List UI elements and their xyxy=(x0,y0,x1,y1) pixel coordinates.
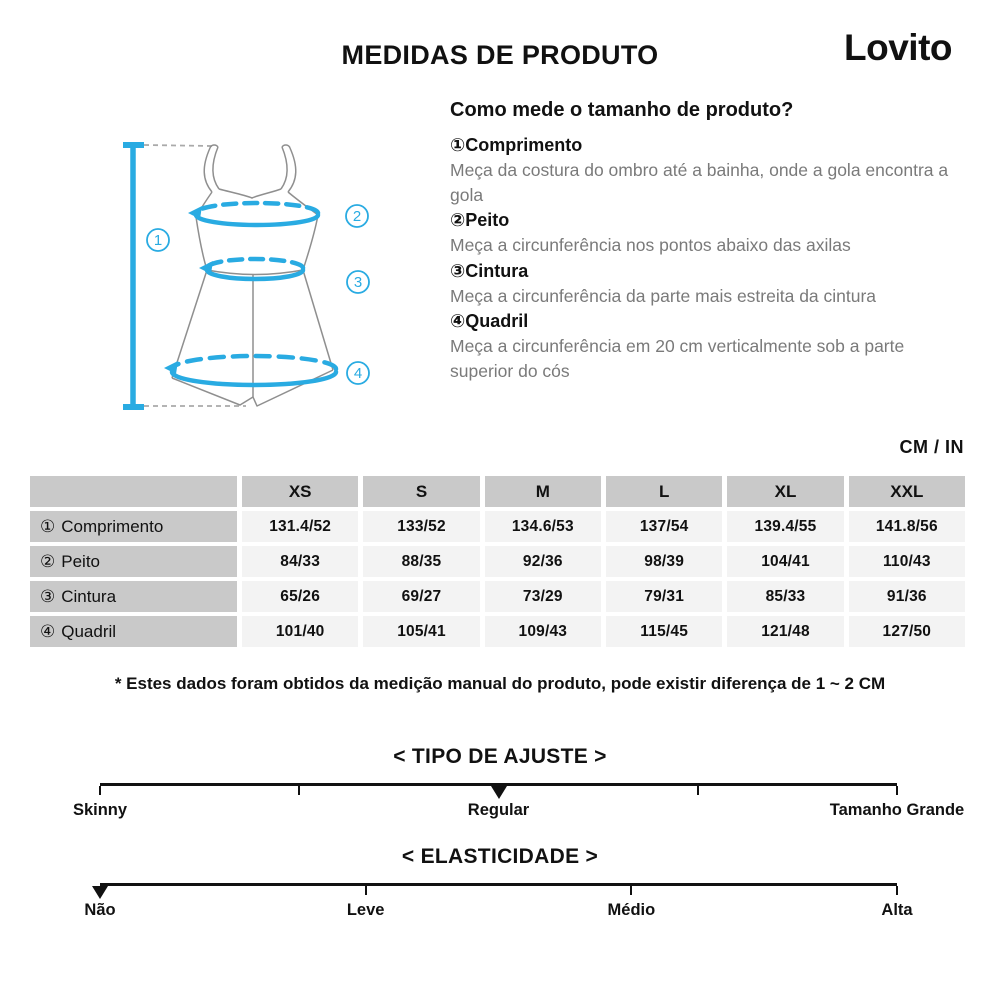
table-value: 88/35 xyxy=(363,546,479,577)
guide-heading: Como mede o tamanho de produto? xyxy=(450,99,794,121)
column-header-xxl: XXL xyxy=(849,476,965,507)
row-label-comprimento xyxy=(30,511,237,542)
garment-diagram xyxy=(55,122,425,422)
axis-tick xyxy=(99,786,101,795)
column-header-s: S xyxy=(363,476,479,507)
table-value: 105/41 xyxy=(363,616,479,647)
table-value: 101/40 xyxy=(242,616,358,647)
row-label-quadril xyxy=(30,616,237,647)
table-value: 109/43 xyxy=(485,616,601,647)
row-number: ① xyxy=(40,516,56,536)
chest-measure-ellipse xyxy=(188,203,318,225)
stretch-label-alta: Alta xyxy=(881,901,913,919)
item-description: Meça a circunferência nos pontos abaixo das axilas xyxy=(450,235,851,255)
units-label: CM / IN xyxy=(899,437,964,457)
stretch-marker-triangle xyxy=(92,886,108,899)
stretch-scale xyxy=(0,845,1000,923)
axis-tick xyxy=(896,786,898,795)
table-value: 84/33 xyxy=(242,546,358,577)
fit-scale xyxy=(0,745,1000,823)
table-value: 85/33 xyxy=(727,581,843,612)
row-title: Quadril xyxy=(61,621,117,641)
column-header-m: M xyxy=(485,476,601,507)
table-value: 104/41 xyxy=(727,546,843,577)
stretch-label-medio: Médio xyxy=(607,901,656,919)
axis-tick xyxy=(697,786,699,795)
svg-text:3: 3 xyxy=(353,274,363,291)
item-description: Meça a circunferência em 20 cm verticalmente sob a parte superior do cós xyxy=(450,336,905,381)
fit-scale-title: < TIPO DE AJUSTE > xyxy=(393,745,607,768)
garment-outline xyxy=(172,145,333,406)
column-header-xs: XS xyxy=(242,476,358,507)
stretch-scale-axis xyxy=(100,883,897,895)
table-value: 131.4/52 xyxy=(242,511,358,542)
fit-marker-triangle xyxy=(491,786,507,799)
guide-item-cintura xyxy=(450,258,972,309)
item-label: Peito xyxy=(465,210,510,230)
svg-text:1: 1 xyxy=(153,232,163,249)
row-title: Cintura xyxy=(61,586,117,606)
axis-tick xyxy=(298,786,300,795)
table-value: 121/48 xyxy=(727,616,843,647)
column-header-l: L xyxy=(606,476,722,507)
fit-label-tamanho-grande: Tamanho Grande xyxy=(829,801,965,819)
row-label-peito xyxy=(30,546,237,577)
table-value: 139.4/55 xyxy=(727,511,843,542)
marker-1 xyxy=(147,229,169,251)
table-corner-cell xyxy=(30,476,237,507)
table-value: 137/54 xyxy=(606,511,722,542)
item-description: Meça a circunferência da parte mais estreita da cintura xyxy=(450,285,877,306)
axis-tick xyxy=(365,886,367,895)
guide-item-peito xyxy=(450,207,972,258)
row-title: Peito xyxy=(61,551,100,571)
svg-text:4: 4 xyxy=(353,365,363,382)
svg-text:2: 2 xyxy=(352,208,362,225)
item-label: Cintura xyxy=(465,260,529,281)
table-value: 65/26 xyxy=(242,581,358,612)
table-value: 115/45 xyxy=(606,616,722,647)
marker-3 xyxy=(347,271,369,293)
axis-tick xyxy=(896,886,898,895)
guide-item-quadril xyxy=(450,308,972,383)
fit-scale-axis xyxy=(100,783,897,795)
footnote: * Estes dados foram obtidos da medição manual do produto, pode existir diferença de 1 ~ 2 CM xyxy=(114,674,886,693)
table-value: 73/29 xyxy=(485,581,601,612)
hip-measure-ellipse xyxy=(164,356,336,385)
item-label: Quadril xyxy=(465,311,529,331)
stretch-label-leve: Leve xyxy=(346,901,385,919)
table-value: 134.6/53 xyxy=(485,511,601,542)
size-table xyxy=(30,476,965,647)
table-value: 127/50 xyxy=(849,616,965,647)
item-number: ③ xyxy=(450,260,466,281)
marker-2 xyxy=(346,205,368,227)
row-number: ③ xyxy=(40,586,56,606)
stretch-scale-title: < ELASTICIDADE > xyxy=(401,845,599,868)
page-title: MEDIDAS DE PRODUTO xyxy=(341,40,659,70)
measure-guide xyxy=(450,99,972,383)
stretch-label-nao: Não xyxy=(84,901,116,919)
row-title: Comprimento xyxy=(61,516,164,536)
table-value: 79/31 xyxy=(606,581,722,612)
table-value: 91/36 xyxy=(849,581,965,612)
item-label: Comprimento xyxy=(465,135,583,155)
table-value: 69/27 xyxy=(363,581,479,612)
waist-measure-ellipse xyxy=(199,259,303,279)
item-description: Meça da costura do ombro até a bainha, onde a gola encontra a gola xyxy=(450,160,949,205)
fit-label-regular: Regular xyxy=(467,801,530,819)
fit-label-skinny: Skinny xyxy=(72,801,128,819)
column-header-xl: XL xyxy=(727,476,843,507)
row-number: ② xyxy=(40,551,56,571)
brand-logo: Lovito xyxy=(844,27,952,68)
length-measure-bar xyxy=(123,145,144,407)
table-value: 141.8/56 xyxy=(849,511,965,542)
dashed-guides xyxy=(144,145,246,406)
table-value: 110/43 xyxy=(849,546,965,577)
table-value: 133/52 xyxy=(363,511,479,542)
row-number: ④ xyxy=(40,621,56,641)
table-value: 92/36 xyxy=(485,546,601,577)
axis-tick xyxy=(630,886,632,895)
marker-4 xyxy=(347,362,369,384)
item-number: ① xyxy=(450,135,466,155)
row-label-cintura xyxy=(30,581,237,612)
item-number: ④ xyxy=(450,311,466,331)
table-value: 98/39 xyxy=(606,546,722,577)
item-number: ② xyxy=(450,210,466,230)
guide-item-comprimento xyxy=(450,132,972,207)
